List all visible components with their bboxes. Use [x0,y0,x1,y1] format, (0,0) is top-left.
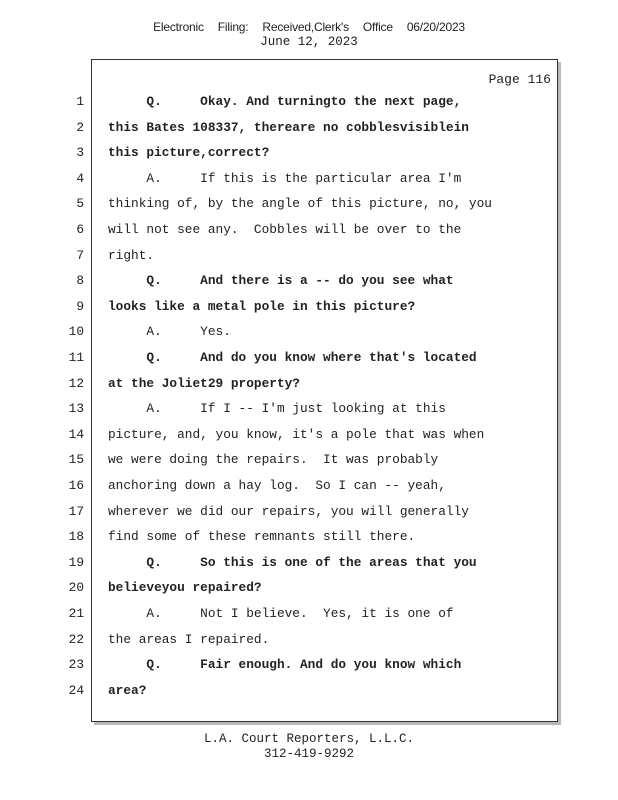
transcript-line [0,222,618,242]
transcript-line [0,299,618,319]
line-number: 15 [68,452,84,468]
line-text: right. [108,247,155,263]
line-number: 12 [68,375,84,391]
transcript-line [0,504,618,524]
transcript-line [0,145,618,165]
line-number: 18 [68,529,84,545]
line-text: this Bates 108337, thereare no cobblesvisiblein [108,119,469,135]
transcript-line [0,478,618,498]
transcript-line [0,529,618,549]
reporter-company: L.A. Court Reporters, L.L.C. [203,732,415,746]
filing-office: Office [362,20,393,34]
transcript-line [0,376,618,396]
line-text: picture, and, you know, it's a pole that was when [108,426,485,442]
line-number: 6 [76,222,84,237]
line-number: 8 [76,273,84,289]
line-number: 13 [68,401,84,417]
transcript-line [0,248,618,268]
line-text: A. If I -- I'm just looking at this [108,401,446,417]
line-text: Q. Okay. And turningto the next page, [108,94,462,109]
deposition-date: June 12, 2023 [260,35,358,49]
transcript-line [0,580,618,600]
line-number: 19 [68,554,84,570]
line-text: we were doing the repairs. It was probably [108,452,439,468]
transcript-line [0,120,618,140]
page-footer [0,732,618,762]
filing-stamp [0,20,618,35]
line-number: 3 [76,145,84,161]
line-number: 23 [68,657,84,673]
line-number: 21 [68,606,84,621]
line-text: A. Not I believe. Yes, it is one of [108,606,454,621]
line-number: 20 [68,580,84,596]
filing-electronic: Electronic [153,20,204,34]
line-number: 22 [68,631,84,647]
transcript-line [0,94,618,114]
line-text: A. Yes. [108,324,231,340]
transcript-line [0,401,618,421]
transcript-line [0,683,618,703]
line-text: A. If this is the particular area I'm [108,170,462,186]
line-text: Q. And there is a -- do you see what [108,273,454,289]
line-text: find some of these remnants still there. [108,529,416,545]
line-number: 14 [68,426,84,442]
transcript-line [0,350,618,370]
line-text: Q. So this is one of the areas that you [108,554,477,570]
line-number: 4 [76,170,84,186]
line-text: will not see any. Cobbles will be over to the [108,222,462,237]
line-text: at the Joliet29 property? [108,375,300,391]
line-number: 24 [68,682,84,698]
line-number: 2 [76,119,84,135]
transcript-line [0,606,618,626]
transcript-line [0,196,618,216]
transcript-line [0,555,618,575]
line-text: anchoring down a hay log. So I can -- yeah, [108,478,446,493]
line-number: 11 [68,350,84,365]
line-text: wherever we did our repairs, you will generally [108,503,469,519]
line-text: the areas I repaired. [108,631,270,647]
transcript-line [0,273,618,293]
line-number: 9 [76,298,84,314]
page-number: Page 116 [488,72,551,87]
line-text: Q. Fair enough. And do you know which [108,657,462,673]
reporter-phone: 312-419-9292 [263,747,354,761]
transcript-line [0,657,618,677]
page-header [0,20,618,50]
filing-date: 06/20/2023 [406,20,465,34]
transcript-line [0,632,618,652]
line-number: 1 [76,94,84,109]
filing-received: Received,Clerk's [262,20,349,34]
line-number: 16 [68,478,84,493]
line-text: this picture,correct? [108,145,270,161]
transcript-line [0,324,618,344]
line-text: thinking of, by the angle of this picture, no, you [108,196,492,212]
line-number: 10 [68,324,84,340]
transcript-line [0,171,618,191]
line-text: area? [108,682,147,698]
line-number: 5 [76,196,84,212]
transcript-line [0,452,618,472]
line-number: 7 [76,247,84,263]
line-number: 17 [68,503,84,519]
line-text: looks like a metal pole in this picture? [108,298,416,314]
transcript-line [0,427,618,447]
line-text: believeyou repaired? [108,580,262,596]
line-text: Q. And do you know where that's located [108,350,477,365]
filing-word: Filing: [217,20,249,34]
